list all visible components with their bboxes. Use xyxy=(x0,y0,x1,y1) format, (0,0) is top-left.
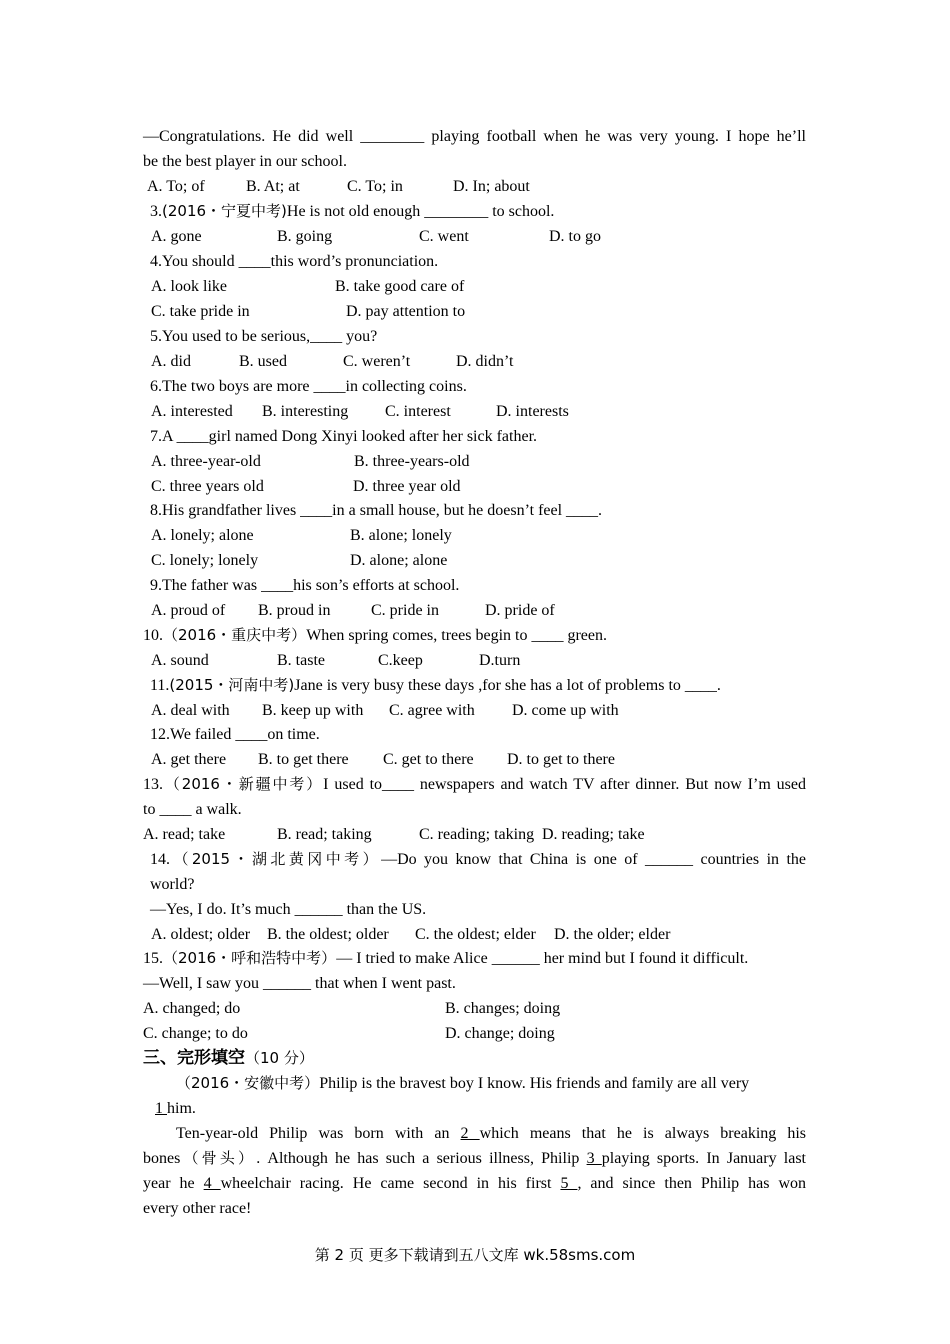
passage-line3: Ten-year-old Philip was born with an 2 which means that he is always breaking his xyxy=(176,1125,807,1142)
q2-option-b: B. At; at xyxy=(246,178,300,195)
q7-option-a: A. three-year-old xyxy=(151,453,261,470)
q11-option-b: B. keep up with xyxy=(262,702,364,719)
q14-option-b: B. the oldest; older xyxy=(267,926,389,943)
q13-option-d: D. reading; take xyxy=(542,826,645,843)
q6-option-d: D. interests xyxy=(496,403,569,420)
q4-option-c: C. take pride in xyxy=(151,303,250,320)
q15-option-a: A. changed; do xyxy=(143,1000,241,1017)
q13-option-c: C. reading; taking xyxy=(419,826,535,843)
q10-option-a: A. sound xyxy=(151,652,209,669)
page-footer: 第 2 页 更多下载请到五八文库 wk.58sms.com xyxy=(314,1246,636,1264)
q5-option-c: C. weren’t xyxy=(343,353,411,370)
passage-line6: every other race! xyxy=(143,1200,252,1217)
q14-stem: 14.（2015・湖北黄冈中考）—Do you know that China is one of ______ countries in the xyxy=(150,850,807,868)
q6-stem: 6.The two boys are more ____in collecting coins. xyxy=(150,378,467,395)
q9-option-d: D. pride of xyxy=(485,602,555,619)
q15-option-b: B. changes; doing xyxy=(445,1000,561,1017)
q5-option-b: B. used xyxy=(239,353,287,370)
q4-option-b: B. take good care of xyxy=(335,278,465,295)
q15-stem: 15.（2016・呼和浩特中考）— I tried to make Alice ______ her mind but I found it difficult. xyxy=(143,949,749,967)
blank-5[interactable]: 5 xyxy=(560,1175,578,1192)
q6-option-c: C. interest xyxy=(385,403,451,420)
q4-option-d: D. pay attention to xyxy=(346,303,466,320)
q13-line2: to ____ a walk. xyxy=(143,801,242,818)
q12-stem: 12.We failed ____on time. xyxy=(150,726,320,743)
q13-stem: 13.（2016・新疆中考）I used to____ newspapers and watch TV after dinner. But now I’m used xyxy=(143,775,806,793)
q10-option-b: B. taste xyxy=(277,652,325,669)
blank-1[interactable]: 1 xyxy=(155,1100,167,1117)
q13-option-b: B. read; taking xyxy=(277,826,372,843)
q8-stem: 8.His grandfather lives ____in a small house, but he doesn’t feel ____. xyxy=(150,502,603,519)
q5-option-d: D. didn’t xyxy=(456,353,514,370)
section-heading: 三、完形填空（10 分） xyxy=(143,1048,314,1068)
q12-option-d: D. to get to there xyxy=(507,751,615,768)
q10-option-c: C.keep xyxy=(378,652,423,669)
q2-line1: —Congratulations. He did well ________ playing football when he was very young. I hope he’ll xyxy=(143,128,806,145)
passage-line1: （2016・安徽中考）Philip is the bravest boy I know. His friends and family are all very xyxy=(176,1074,750,1092)
passage-line2: 1 him. xyxy=(155,1100,196,1117)
q14-option-c: C. the oldest; elder xyxy=(415,926,536,943)
q9-option-c: C. pride in xyxy=(371,602,439,619)
q6-option-b: B. interesting xyxy=(262,403,349,420)
passage-line5: year he 4 wheelchair racing. He came second in his first 5 , and since then Philip has won xyxy=(143,1175,807,1192)
q8-option-a: A. lonely; alone xyxy=(151,527,254,544)
q7-stem: 7.A ____girl named Dong Xinyi looked after her sick father. xyxy=(150,428,538,445)
q15-line2: —Well, I saw you ______ that when I went past. xyxy=(143,975,456,992)
blank-3[interactable]: 3 xyxy=(586,1150,602,1167)
q11-option-d: D. come up with xyxy=(512,702,619,719)
q2-option-c: C. To; in xyxy=(347,178,403,195)
q14-line2: world? xyxy=(150,876,195,893)
q12-option-a: A. get there xyxy=(151,751,227,768)
q4-stem: 4.You should ____this word’s pronunciation. xyxy=(150,253,439,270)
q4-option-a: A. look like xyxy=(151,278,227,295)
q9-option-a: A. proud of xyxy=(151,602,226,619)
q6-option-a: A. interested xyxy=(151,403,233,420)
q14-option-d: D. the older; elder xyxy=(554,926,671,943)
q3-option-d: D. to go xyxy=(549,228,601,245)
q15-option-d: D. change; doing xyxy=(445,1025,555,1042)
q3-stem: 3.(2016・宁夏中考)He is not old enough ________ to school. xyxy=(150,202,555,220)
q12-option-b: B. to get there xyxy=(258,751,349,768)
q2-option-a: A. To; of xyxy=(147,178,205,195)
passage-line4: bones（骨头）. Although he has such a serious illness, Philip 3 playing sports. In January last xyxy=(143,1149,806,1167)
q5-option-a: A. did xyxy=(151,353,191,370)
q8-option-c: C. lonely; lonely xyxy=(151,552,259,569)
q13-option-a: A. read; take xyxy=(143,826,226,843)
q10-option-d: D.turn xyxy=(479,652,521,669)
q11-stem: 11.(2015・河南中考)Jane is very busy these days ,for she has a lot of problems to ____. xyxy=(150,676,721,694)
q2-line2: be the best player in our school. xyxy=(143,153,347,170)
blank-4[interactable]: 4 xyxy=(203,1175,221,1192)
q14-line3: —Yes, I do. It’s much ______ than the US. xyxy=(150,901,427,918)
q9-stem: 9.The father was ____his son’s efforts at school. xyxy=(150,577,460,594)
q3-option-b: B. going xyxy=(277,228,333,245)
q14-option-a: A. oldest; older xyxy=(151,926,251,943)
q10-stem: 10.（2016・重庆中考）When spring comes, trees begin to ____ green. xyxy=(143,626,607,644)
q11-option-a: A. deal with xyxy=(151,702,230,719)
q15-option-c: C. change; to do xyxy=(143,1025,248,1042)
q3-option-a: A. gone xyxy=(151,228,202,245)
q9-option-b: B. proud in xyxy=(258,602,331,619)
q3-option-c: C. went xyxy=(419,228,469,245)
q7-option-b: B. three-years-old xyxy=(354,453,470,470)
q2-option-d: D. In; about xyxy=(453,178,530,195)
blank-2[interactable]: 2 xyxy=(460,1125,480,1142)
q11-option-c: C. agree with xyxy=(389,702,475,719)
q8-option-d: D. alone; alone xyxy=(350,552,448,569)
q7-option-d: D. three year old xyxy=(353,478,461,495)
q12-option-c: C. get to there xyxy=(383,751,474,768)
q7-option-c: C. three years old xyxy=(151,478,264,495)
q5-stem: 5.You used to be serious,____ you? xyxy=(150,328,378,345)
q8-option-b: B. alone; lonely xyxy=(350,527,452,544)
